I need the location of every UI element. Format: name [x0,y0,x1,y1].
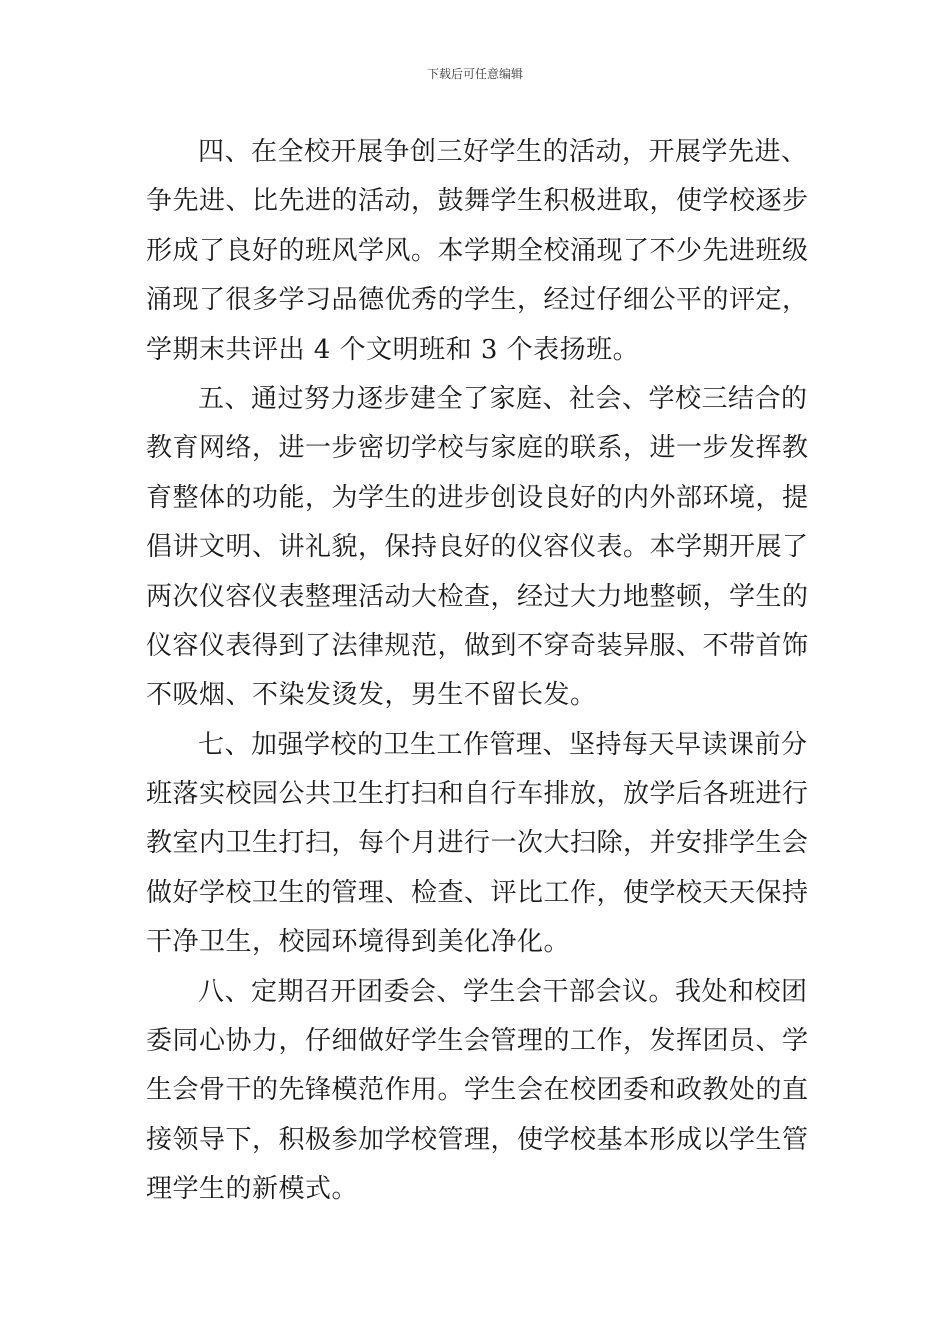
text-line: 委同心协力，仔细做好学生会管理的工作，发挥团员、学 [146,1026,809,1057]
text-line: 教室内卫生打扫，每个月进行一次大扫除，并安排学生会 [146,828,809,859]
text-line: 接领导下，积极参加学校管理，使学校基本形成以学生管 [146,1124,809,1155]
text-line: 四、在全校开展争创三好学生的活动，开展学先进、 [198,137,808,167]
text-line: 倡讲文明、讲礼貌，保持良好的仪容仪表。本学期开展了 [146,532,809,563]
text-line: 争先进、比先进的活动，鼓舞学生积极进取，使学校逐步 [146,186,809,217]
text-line: 涌现了很多学习品德优秀的学生，经过仔细公平的评定， [146,285,809,316]
text-line: 形成了良好的班风学风。本学期全校涌现了不少先进班级 [146,235,809,266]
text-line: 生会骨干的先锋模范作用。学生会在校团委和政教处的直 [146,1075,809,1106]
text-line: 不吸烟、不染发烫发，男生不留长发。 [146,680,597,711]
text-line: 七、加强学校的卫生工作管理、坚持每天早读课前分 [198,729,808,760]
paragraph-7 [146,721,816,968]
text-line: 干净卫生，校园环境得到美化净化。 [146,927,571,958]
paragraph-4 [146,128,816,375]
text-line: 班落实校园公共卫生打扫和自行车排放，放学后各班进行 [146,779,809,810]
paragraph-5 [146,375,816,721]
text-line: 两次仪容仪表整理活动大检查，经过大力地整顿，学生的 [146,581,809,612]
text-line: 做好学校卫生的管理、检查、评比工作，使学校天天保持 [146,877,809,908]
text-line: 五、通过努力逐步建全了家庭、社会、学校三结合的 [198,383,808,414]
text-line: 学期末共评出 4 个文明班和 3 个表扬班。 [146,334,640,365]
text-line: 教育网络，进一步密切学校与家庭的联系，进一步发挥教 [146,433,809,464]
text-line: 育整体的功能，为学生的进步创设良好的内外部环境，提 [146,482,809,513]
document-body [146,128,816,1215]
page-header: 下载后可任意编辑 [426,67,523,81]
text-line: 理学生的新模式。 [146,1174,359,1205]
paragraph-8 [146,968,816,1215]
text-line: 八、定期召开团委会、学生会干部会议。我处和校团 [198,976,808,1007]
text-line: 仪容仪表得到了法律规范，做到不穿奇装异服、不带首饰 [146,630,809,661]
